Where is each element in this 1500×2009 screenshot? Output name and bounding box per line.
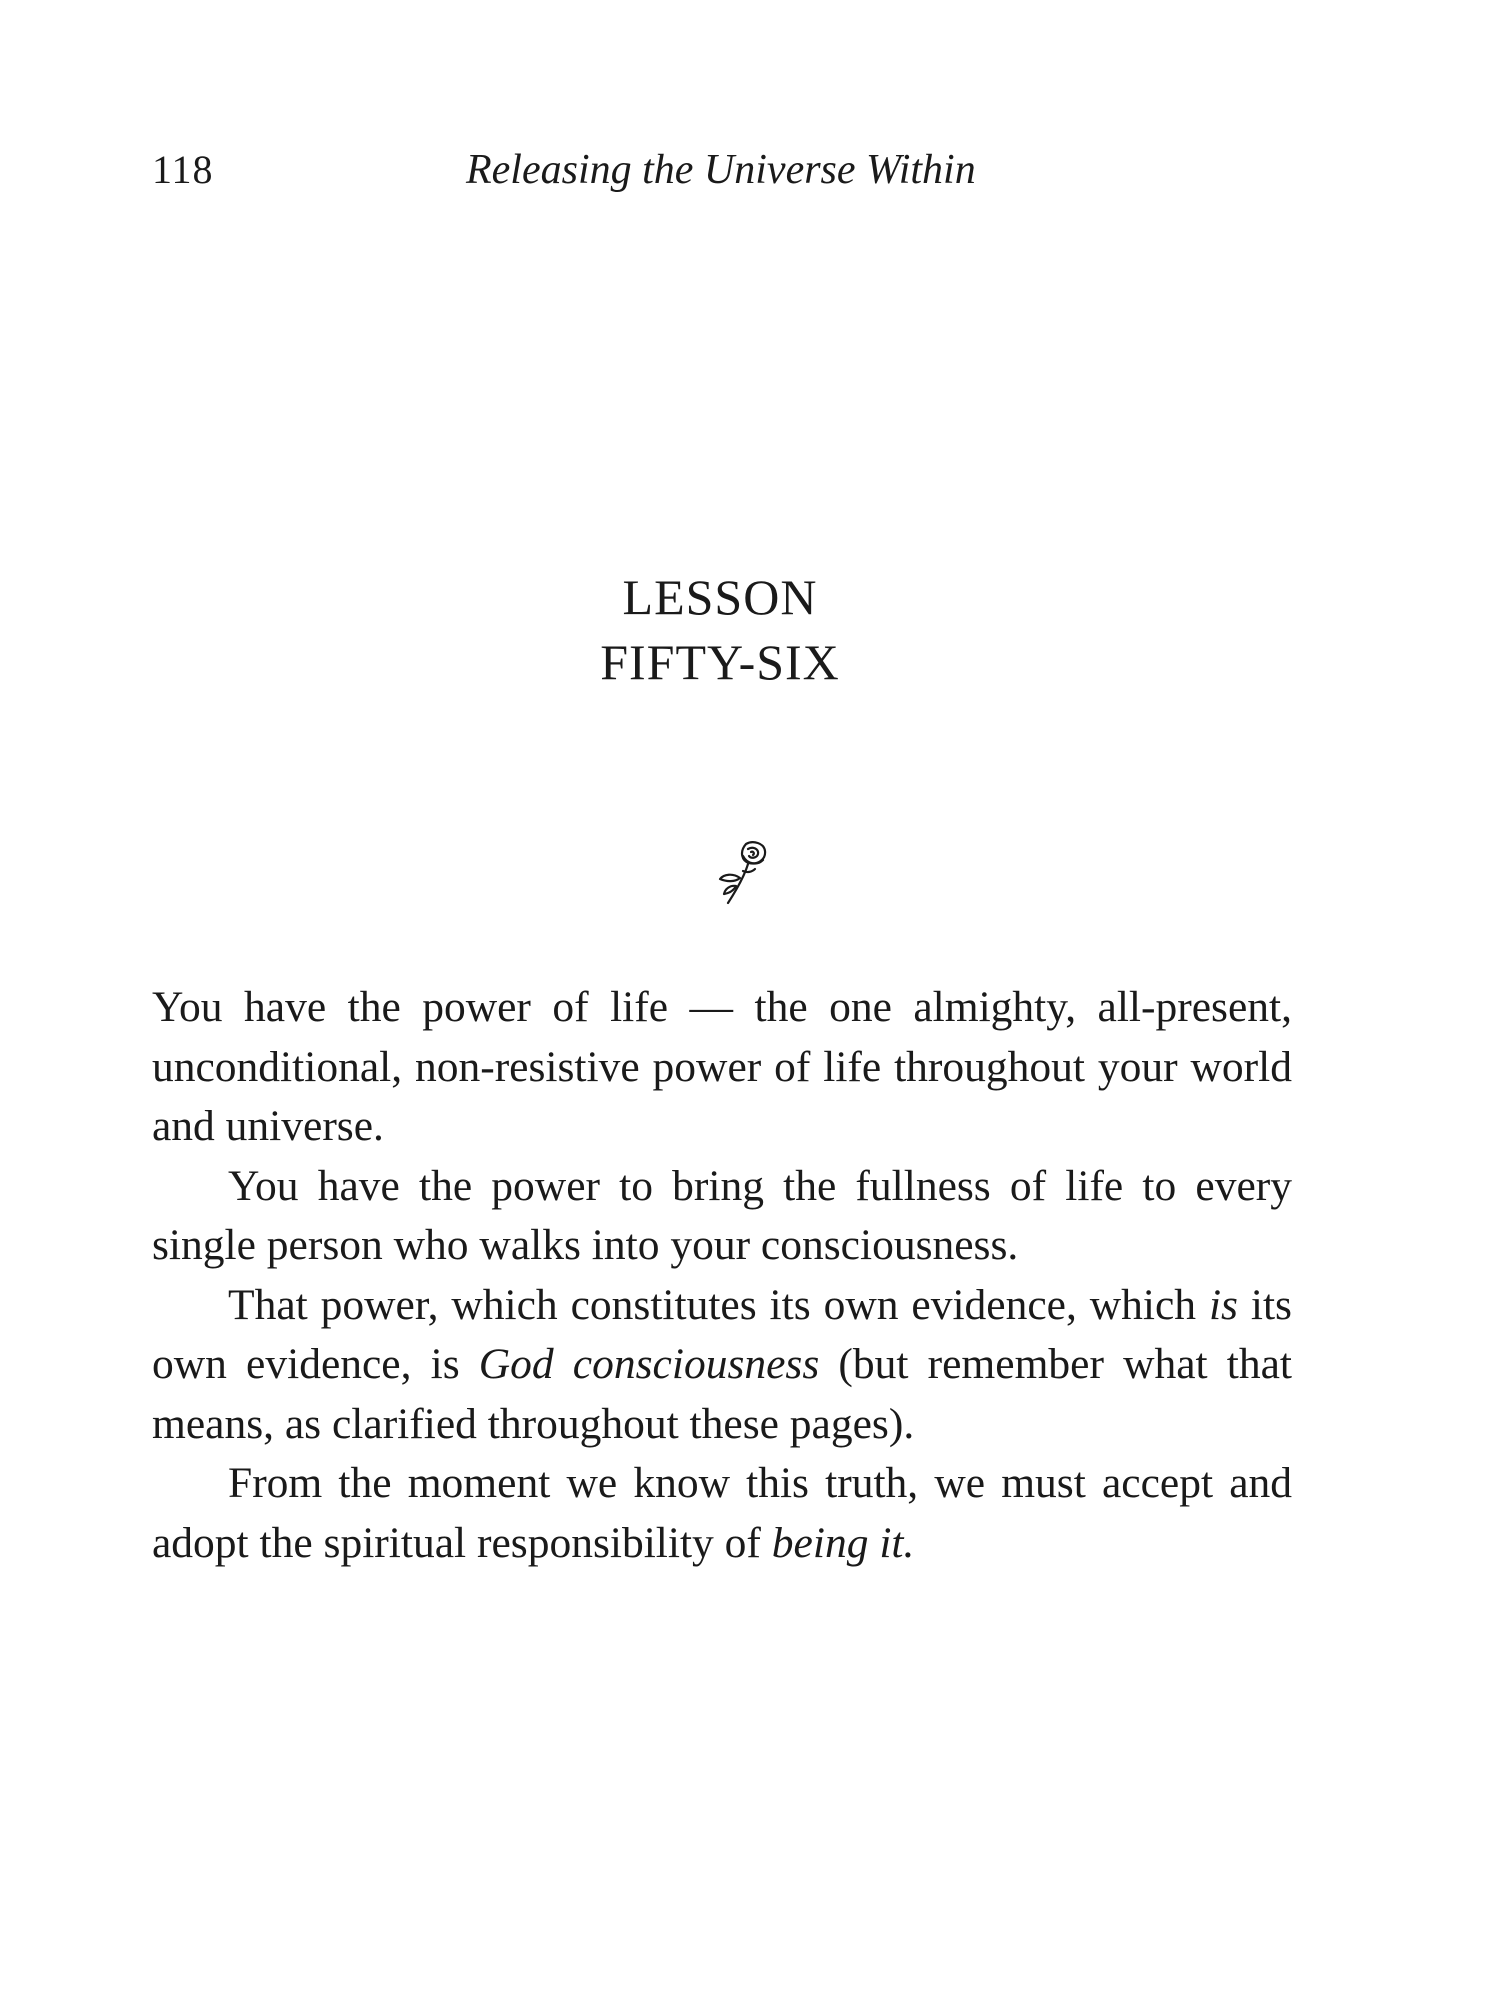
paragraph-4 (152, 1454, 1292, 1573)
paragraph-1: You have the power of life — the one almighty, all-present, unconditional, non-resistive power of life throughout your world and universe. (152, 983, 1292, 1150)
paragraph-3-emphasis-2: God consciousness (478, 1340, 820, 1388)
chapter-title (0, 565, 1440, 695)
chapter-title-line-1: LESSON (622, 569, 818, 625)
paragraph-4-emphasis-1: being it. (771, 1518, 915, 1567)
paragraph-3 (152, 1276, 1292, 1455)
chapter-title-line-2: FIFTY-SIX (600, 634, 840, 690)
running-head: Releasing the Universe Within (466, 147, 976, 193)
body-text (152, 978, 1292, 1573)
paragraph-2: You have the power to bring the fullness of life to every single person who walks into your consciousness. (152, 1161, 1292, 1269)
paragraph-3-text-3: (but remember what that means, as clarified throughout these pages). (152, 1340, 1292, 1448)
paragraph-3-text-2: its own evidence, is (152, 1280, 1292, 1388)
paragraph-3-text-1: That power, which constitutes its own evidence, which (228, 1280, 1209, 1329)
page-number: 118 (152, 147, 214, 192)
paragraph-4-text-1: From the moment we know this truth, we must accept and adopt the spiritual responsibility of (152, 1459, 1292, 1567)
rose-ornament-icon (712, 838, 772, 906)
paragraph-3-emphasis-1: is (1208, 1280, 1238, 1329)
